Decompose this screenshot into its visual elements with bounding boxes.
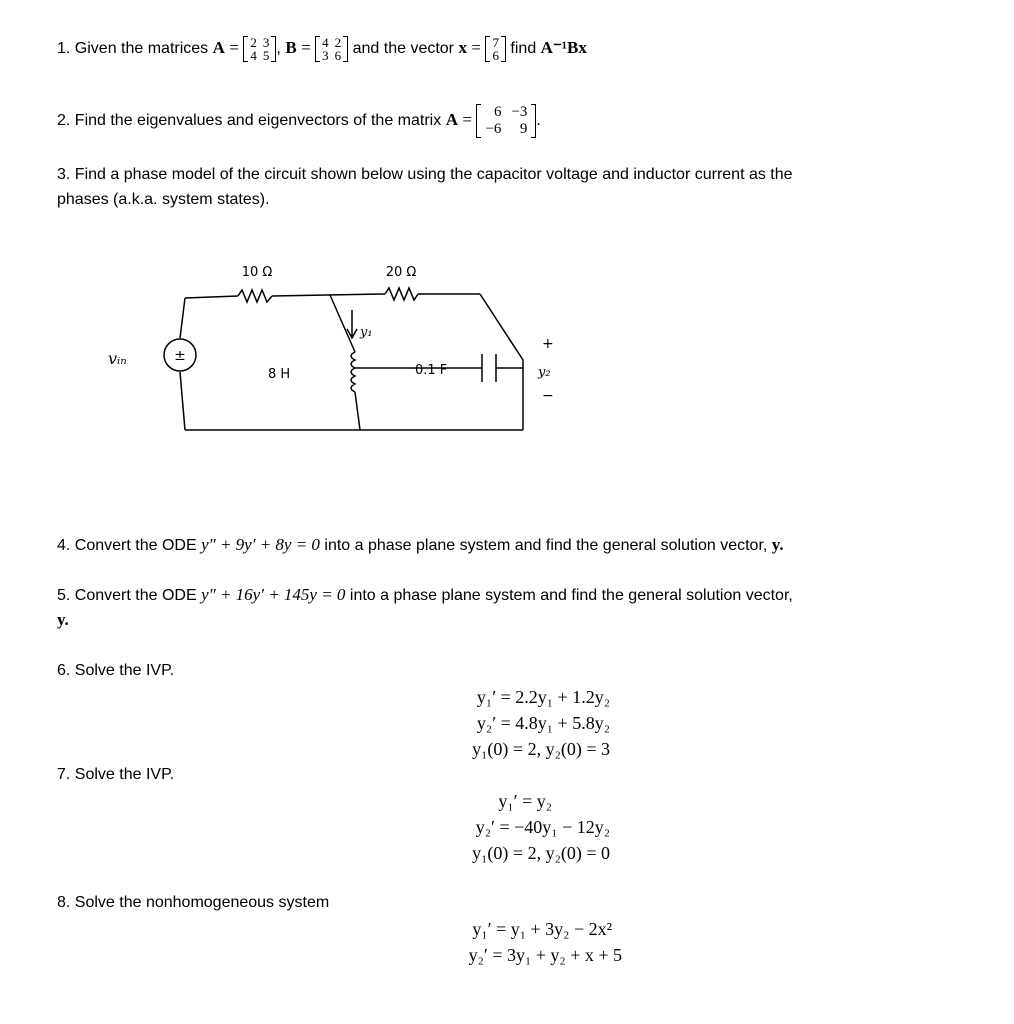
q2-a-label: A (445, 110, 458, 130)
q2-m-12: −3 (511, 104, 528, 120)
q1-matrix-b (315, 36, 348, 62)
q5-tail: into a phase plane system and find the general solution vector, (349, 587, 793, 604)
q4-ode: y″ + 9y′ + 8y = 0 (201, 535, 320, 554)
q1-b-label: B (285, 38, 297, 58)
q1-x-1: 7 (492, 35, 499, 50)
q6-eq2: y₂′ = 4.8y₁ + 5.8y₂ (476, 713, 610, 733)
q1-find-expr: A⁻¹Bx (540, 38, 587, 58)
q1-a-12: 3 (262, 35, 270, 50)
cap-plus: + (542, 336, 554, 352)
q2-m-11: 6 (493, 104, 502, 120)
q2-lead: 2. Find the eigenvalues and eigenvectors of the matrix (57, 112, 442, 130)
q1-a-21: 4 (250, 48, 257, 63)
q8-equations (412, 916, 622, 968)
q4-lead: 4. Convert the ODE (57, 537, 197, 554)
resistor-r2 (385, 288, 418, 300)
wire-top-left (185, 296, 238, 298)
q5-lead: 5. Convert the ODE (57, 587, 197, 604)
q6-eq3: y₁(0) = 2, y₂(0) = 3 (472, 739, 610, 759)
q6-equations (420, 684, 610, 762)
q7-eq1: y₁′ = y₂ (498, 791, 552, 811)
q8-eq1: y₁′ = y₁ + 3y₂ − 2x² (472, 919, 612, 939)
q1-lead: 1. Given the matrices (57, 40, 209, 58)
q1-x-2: 6 (492, 48, 499, 63)
q8-label: 8. Solve the nonhomogeneous system (57, 894, 330, 911)
q1-a-22: 5 (262, 48, 270, 63)
cap-voltage-label: y₂ (538, 365, 551, 380)
q7-eq3: y₁(0) = 2, y₂(0) = 0 (472, 843, 610, 863)
q2-m-22: 9 (519, 121, 528, 137)
q1-b-22: 6 (334, 48, 342, 63)
q6-eq1: y₁′ = 2.2y₁ + 1.2y₂ (476, 687, 610, 707)
current-arrow (347, 310, 357, 338)
circuit-diagram (80, 250, 620, 450)
q1-a-11: 2 (250, 35, 257, 50)
q7-eq2: y₂′ = −40y₁ − 12y₂ (475, 817, 610, 837)
q3-line1: 3. Find a phase model of the circuit shown below using the capacitor voltage and inductor current as the (57, 166, 793, 183)
capacitor-label: 0.1 F (415, 363, 448, 378)
q1-b-11: 4 (322, 35, 329, 50)
q4-tail: into a phase plane system and find the general solution vector, (324, 537, 768, 554)
resistor-r1 (238, 290, 272, 302)
inductor-coil (351, 352, 355, 392)
q1-vector-x (485, 36, 506, 62)
wire-middle-bottom (355, 392, 360, 430)
q1-tail: find (510, 40, 537, 58)
question-4 (57, 535, 784, 556)
q5-vec: y. (57, 610, 69, 629)
q2-m-21: −6 (485, 121, 502, 137)
q7-equations (420, 788, 610, 866)
inductor-label: 8 H (268, 367, 291, 382)
q6-label: 6. Solve the IVP. (57, 662, 175, 679)
cap-minus: − (542, 388, 554, 404)
wire-left-top (180, 298, 185, 338)
q7-label: 7. Solve the IVP. (57, 766, 175, 783)
current-label: y₁ (360, 325, 373, 340)
r1-label: 10 Ω (241, 265, 273, 280)
r2-label: 20 Ω (385, 265, 417, 280)
source-label: vᵢₙ (108, 349, 127, 368)
wire-right (480, 294, 523, 430)
q1-mid: and the vector (352, 40, 455, 58)
question-5 (57, 585, 793, 606)
q1-a-label: A (212, 38, 225, 58)
q3-line2: phases (a.k.a. system states). (57, 191, 270, 208)
q1-matrix-a (243, 36, 276, 62)
source-sign: ± (174, 348, 186, 364)
q4-vec: y. (771, 535, 784, 554)
q1-x-label: x (458, 38, 467, 58)
question-2: 2. Find the eigenvalues and eigenvectors of the matrix A = 6 −3 −6 9 . (57, 104, 541, 137)
q1-b-12: 2 (334, 35, 342, 50)
q8-eq2: y₂′ = 3y₁ + y₂ + x + 5 (468, 945, 622, 965)
wire-top-mid (272, 294, 385, 296)
q1-b-21: 3 (322, 48, 329, 63)
wire-left-bottom (180, 372, 185, 430)
question-1: 1. Given the matrices A = 2 3 4 5 , B = 4 2 3 6 and the vector x = 7 6 find A⁻¹Bx (57, 35, 587, 63)
q5-ode: y″ + 16y′ + 145y = 0 (201, 585, 346, 604)
q2-matrix (476, 104, 536, 138)
